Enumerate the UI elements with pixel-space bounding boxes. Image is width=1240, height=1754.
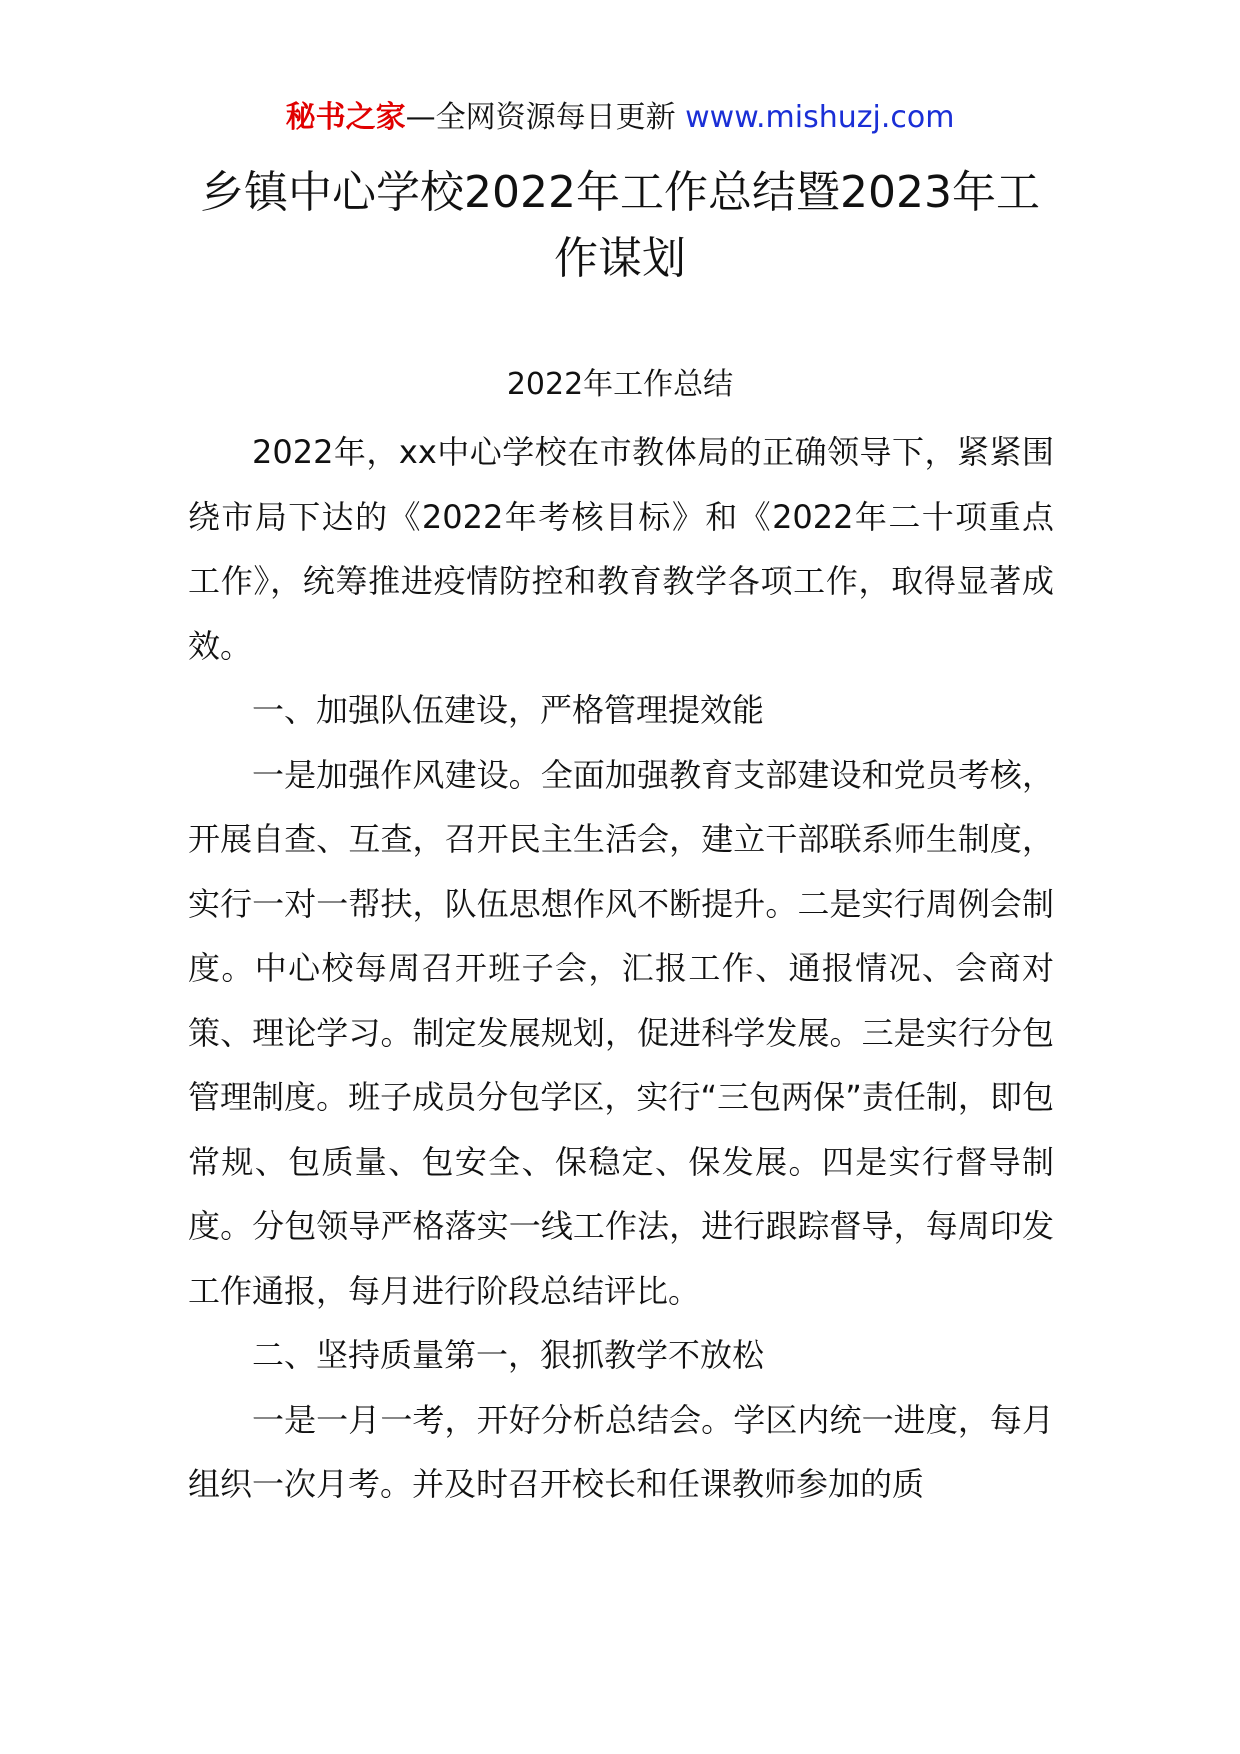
document-title: 乡镇中心学校2022年工作总结暨2023年工作谋划 <box>200 167 1040 284</box>
brand-name: 秘书之家 <box>285 100 406 135</box>
paragraph-intro: 2022年，xx中心学校在市教体局的正确领导下，紧紧围绕市局下达的《2022年考核目标》和《2022年二十项重点工作》，统筹推进疫情防控和教育教学各项工作，取得显著成效。 <box>188 433 1054 665</box>
site-header <box>0 98 1240 138</box>
section-heading: 2022年工作总结 <box>506 367 734 402</box>
sub-heading-teaching-quality: 二、坚持质量第一，狠抓教学不放松 <box>252 1336 765 1374</box>
site-url-link[interactable]: www.mishuzj.com <box>685 100 955 135</box>
paragraph-team-building: 一是加强作风建设。全面加强教育支部建设和党员考核，开展自查、互查，召开民主生活会，建立干部联系师生制度，实行一对一帮扶，队伍思想作风不断提升。二是实行周例会制度。中心校每周召开班子会，汇报工作、通报情况、会商对策、理论学习。制定发展规划，促进科学发展。三是实行分包管理制度。班子成员分包学区，实行“三包两保”责任制，即包常规、包质量、包安全、保稳定、保发展。四是实行督导制度。分包领导严格落实一线工作法，进行跟踪督导，每周印发工作通报，每月进行阶段总结评比。 <box>188 755 1054 1310</box>
site-slogan: —全网资源每日更新 <box>405 100 676 135</box>
document-body <box>188 420 1054 1517</box>
paragraph-teaching-quality: 一是一月一考，开好分析总结会。学区内统一进度，每月组织一次月考。并及时召开校长和任课教师参加的质 <box>188 1400 1054 1503</box>
sub-heading-team-building: 一、加强队伍建设，严格管理提效能 <box>252 691 765 729</box>
